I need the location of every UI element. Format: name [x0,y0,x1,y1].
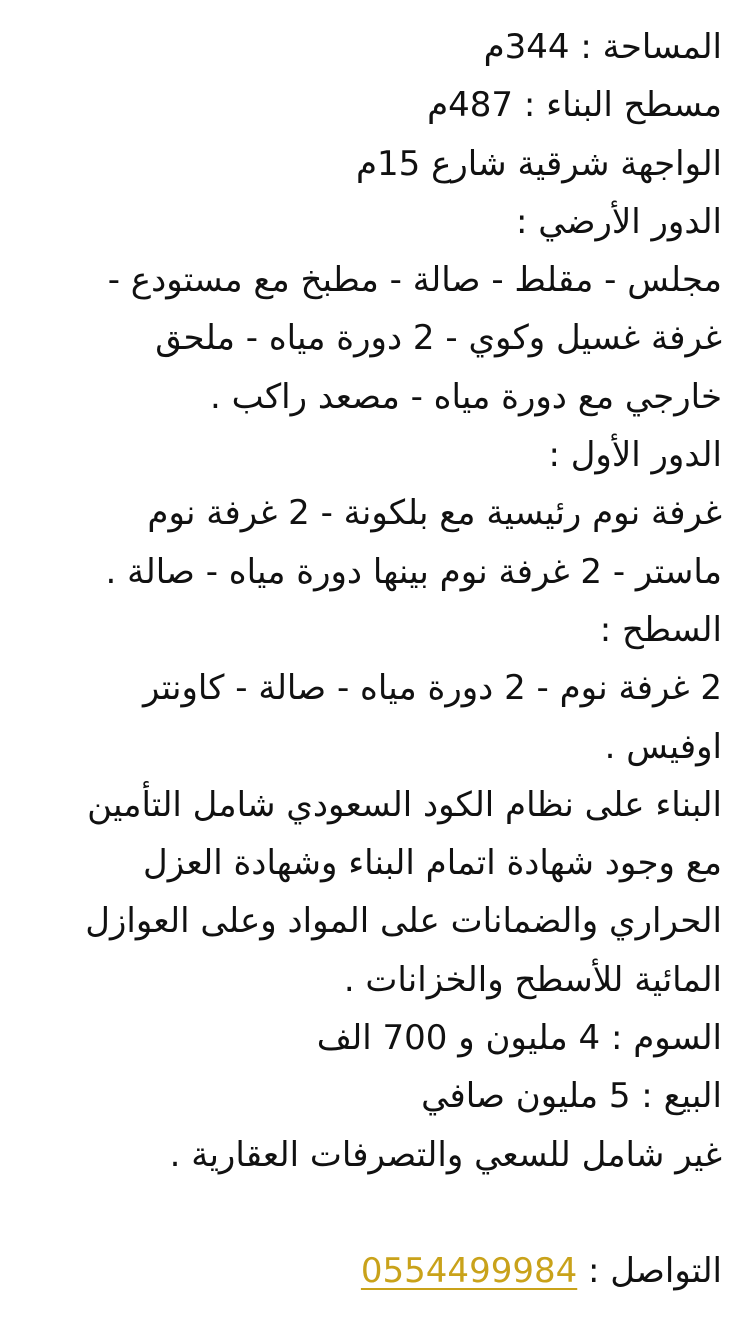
phone-number-link[interactable]: 0554499984 [360,1250,578,1291]
ground-floor-line: مجلس - مقلط - صالة - مطبخ مع مستودع - [107,260,722,301]
construction-line: مع وجود شهادة اتمام البناء وشهادة العزل [143,843,722,884]
roof-heading: السطح : [599,609,722,650]
building-area-line: مسطح البناء : 487م [427,85,722,126]
blank-line [22,1184,722,1242]
ground-floor-heading: الدور الأرضي : [515,201,722,242]
sale-price-line: البيع : 5 مليون صافي [421,1076,722,1117]
construction-line: الحراري والضمانات على المواد وعلى العوازل [85,901,722,942]
construction-line: المائية للأسطح والخزانات . [343,959,722,1000]
construction-line: البناء على نظام الكود السعودي شامل التأمين [87,784,722,825]
ground-floor-line: خارجي مع دورة مياه - مصعد راكب . [209,376,722,417]
roof-line: اوفيس . [604,726,722,767]
facade-line: الواجهة شرقية شارع 15م [355,143,722,184]
roof-line: 2 غرفة نوم - 2 دورة مياه - صالة - كاونتر [143,668,722,709]
contact-label: التواصل : [577,1250,722,1291]
disclaimer-line: غير شامل للسعي والتصرفات العقارية . [169,1134,722,1175]
first-floor-heading: الدور الأول : [548,435,722,476]
first-floor-line: غرفة نوم رئيسية مع بلكونة - 2 غرفة نوم [147,493,722,534]
area-line: المساحة : 344م [483,27,722,67]
contact-line [22,1242,722,1300]
ground-floor-line: غرفة غسيل وكوي - 2 دورة مياه - ملحق [155,318,722,359]
asking-price-line: السوم : 4 مليون و 700 الف [316,1018,722,1059]
property-listing [22,18,722,1300]
first-floor-line: ماستر - 2 غرفة نوم بينها دورة مياه - صالة . [105,551,722,592]
